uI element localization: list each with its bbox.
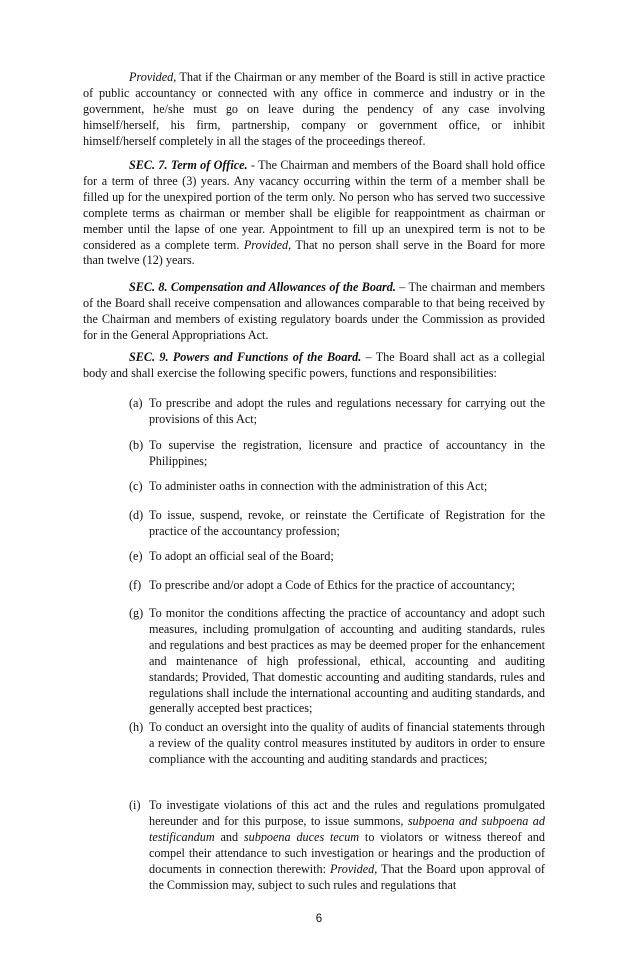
list-item-a xyxy=(129,396,545,428)
sec7-proviso: Provided, xyxy=(243,237,292,252)
item-text: To monitor the conditions affecting the practice of accountancy and adopt such measures, including promulgation of accounting and auditing standards, rules and regulations and best practices as may be deemed proper for the enhancement and maintenance of high professional, ethical, accounting and auditing standards; Provided, That domestic accounting and auditing standards, rules and regulations shall include the international accounting and auditing standards, and generally accepted best practices; xyxy=(149,606,545,716)
sec7-heading: SEC. 7. Term of Office. xyxy=(129,158,248,172)
item-i-text-2: and xyxy=(214,829,244,844)
sec9-heading: SEC. 9. Powers and Functions of the Board. xyxy=(129,350,362,364)
sec7-text-2: That no person shall serve in the Board for more than twelve (12) years. xyxy=(83,237,545,268)
item-text: To prescribe and adopt the rules and regulations necessary for carrying out the provisions of this Act; xyxy=(149,396,545,426)
sec8-paragraph xyxy=(83,280,545,344)
item-label: (c) xyxy=(129,479,143,493)
item-text: To conduct an oversight into the quality of audits of financial statements through a review of the quality control measures instituted by auditors in order to ensure compliance with the accounting and auditing standards and practices; xyxy=(149,720,545,766)
item-label: (g) xyxy=(129,606,144,620)
item-i-text-3: to violators or witness thereof and compel their attendance to such investigation or hearings and the production of documents in connection therewith: xyxy=(149,829,545,876)
item-label: (e) xyxy=(129,549,143,563)
item-label: (d) xyxy=(129,508,144,522)
item-text: To supervise the registration, licensure and practice of accountancy in the Philippines; xyxy=(149,438,545,468)
list-item-h xyxy=(129,720,545,768)
item-label: (a) xyxy=(129,396,143,410)
sec8-text: – The chairman and members of the Board shall receive compensation and allowances comparable to that being received by the Chairman and members of existing regulatory boards under the Commission as provided for in the General Appropriations Act. xyxy=(83,280,545,342)
sec9-text: – The Board shall act as a collegial body and shall exercise the following specific powers, functions and responsibilities: xyxy=(83,350,545,380)
sec8-heading: SEC. 8. Compensation and Allowances of the Board. xyxy=(129,280,396,294)
item-i-text-4: That the Board upon approval of the Commission may, subject to such rules and regulations that xyxy=(149,861,545,892)
item-label: (f) xyxy=(129,578,142,592)
list-item-c xyxy=(129,479,545,495)
page-number: 6 xyxy=(315,913,323,925)
item-label: (h) xyxy=(129,720,144,734)
item-i-proviso: Provided, xyxy=(330,861,378,876)
sec7-text-1: - The Chairman and members of the Board shall hold office for a term of three (3) years. Any vacancy occurring within the term of a member shall be filled up for the unexpired portion of the term only. No person who has served two successive complete terms as chairman or member shall be eligible for reappointment as chairman or member until the lapse of one year. Appointment to fill up an unexpired term is not to be considered as a complete term. xyxy=(83,158,545,252)
list-item-e xyxy=(129,549,545,565)
list-item-g xyxy=(129,606,545,717)
proviso-text: That if the Chairman or any member of the Board is still in active practice of public accountancy or connected with any office in commerce and industry or in the government, he/she must go on leave during the pendency of any case involving himself/herself, his firm, partnership, company or government office, or inhibit himself/herself completely in all the stages of the proceedings thereof. xyxy=(83,70,545,148)
list-item-i xyxy=(129,798,545,893)
item-text: To prescribe and/or adopt a Code of Ethics for the practice of accountancy; xyxy=(149,578,515,592)
item-label: (i) xyxy=(129,798,141,812)
proviso-paragraph xyxy=(83,70,545,150)
list-item-b xyxy=(129,438,545,470)
item-text: To issue, suspend, revoke, or reinstate the Certificate of Registration for the practice of the accountancy profession; xyxy=(149,508,545,538)
item-text: To adopt an official seal of the Board; xyxy=(149,549,334,563)
list-item-d xyxy=(129,508,545,540)
item-text: To administer oaths in connection with the administration of this Act; xyxy=(149,479,488,493)
item-i-latin-2: subpoena duces tecum xyxy=(243,829,360,844)
item-label: (b) xyxy=(129,438,144,452)
list-item-f xyxy=(129,578,545,594)
sec9-paragraph xyxy=(83,350,545,382)
proviso-lead: Provided, xyxy=(129,70,177,84)
sec7-paragraph xyxy=(83,158,545,269)
item-i-text-1: To investigate violations of this act and the rules and regulations promulgated hereunder and for this purpose, to issue summons, xyxy=(149,798,545,828)
item-text xyxy=(149,798,545,893)
item-i-latin-1: subpoena and subpoena ad testificandum xyxy=(149,813,545,844)
